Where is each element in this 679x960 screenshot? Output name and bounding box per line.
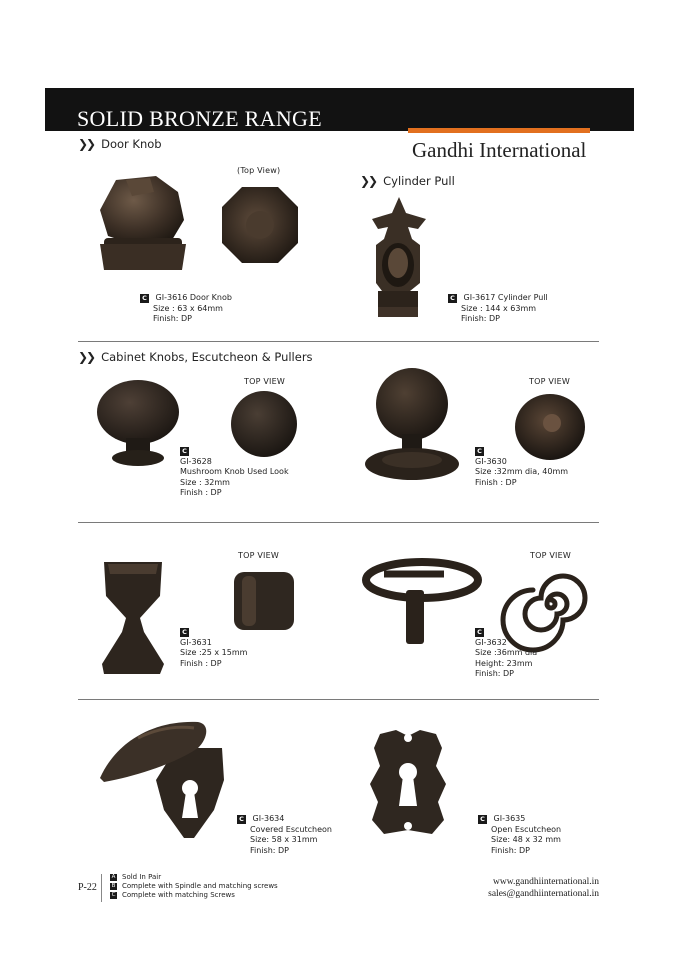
product-size: Size :25 x 15mm: [180, 648, 248, 657]
product-gi3631-info: [180, 627, 247, 669]
product-code: GI-3617 Cylinder Pull: [463, 293, 548, 302]
product-gi3634-info: [237, 814, 332, 856]
accent-bar: [408, 128, 590, 133]
footer-divider: [101, 874, 102, 902]
badge-c: C: [237, 815, 246, 824]
product-finish: Finish: DP: [461, 314, 500, 323]
product-finish: Finish: DP: [153, 314, 192, 323]
product-code: GI-3628: [180, 456, 212, 466]
section-cylinder-pull: [360, 174, 455, 188]
product-code: GI-3631: [180, 637, 212, 647]
chevron-icon: ❯❯: [78, 350, 95, 364]
product-size: Size :32mm dia, 40mm: [475, 467, 569, 476]
cylinder-pull-image: [368, 195, 430, 320]
product-height: Height: 23mm: [475, 658, 533, 668]
covered-escutcheon-image: [98, 718, 228, 842]
legend-key: B: [111, 882, 116, 889]
divider: [78, 522, 599, 523]
product-gi3616-info: [140, 293, 232, 325]
door-knob-side-image: [98, 174, 188, 276]
section-label: Cylinder Pull: [383, 174, 455, 188]
product-finish: Finish : DP: [180, 658, 222, 668]
product-code: GI-3616 Door Knob: [155, 293, 232, 302]
product-finish: Finish: DP: [491, 845, 530, 855]
t-bar-knob-side-image: [100, 560, 166, 675]
footer-legend: [110, 873, 278, 900]
top-view-label: TOP VIEW: [530, 551, 571, 560]
product-size: Size : 63 x 64mm: [153, 303, 223, 313]
product-gi3632-info: [475, 627, 537, 680]
product-size: Size: 48 x 32 mm: [491, 835, 561, 844]
product-code: GI-3635: [493, 814, 526, 823]
section-label: Cabinet Knobs, Escutcheon & Pullers: [101, 350, 313, 364]
product-size: Size: 58 x 31mm: [250, 835, 318, 844]
product-name: Open Escutcheon: [491, 824, 562, 834]
product-name: Mushroom Knob Used Look: [180, 467, 289, 476]
legend-item: [110, 873, 278, 882]
product-name: Covered Escutcheon: [250, 824, 332, 834]
top-view-label: TOP VIEW: [244, 377, 285, 386]
top-view-label: TOP VIEW: [238, 551, 279, 560]
legend-key: C: [111, 891, 116, 898]
badge-c: C: [180, 628, 189, 637]
legend-item: [110, 891, 278, 900]
page-title: SOLID BRONZE RANGE: [77, 106, 322, 131]
section-door-knob: [78, 137, 162, 151]
t-bar-knob-top-image: [232, 570, 296, 632]
badge-c: C: [478, 815, 487, 824]
mushroom-knob-side-image: [96, 380, 182, 468]
section-label: Door Knob: [101, 137, 162, 151]
footer-contact: [488, 876, 599, 900]
round-knob-side-image: [364, 368, 460, 484]
product-code: GI-3632: [475, 637, 507, 647]
product-finish: Finish : DP: [475, 477, 517, 487]
section-cabinet: [78, 350, 313, 364]
spiral-knob-side-image: [364, 560, 480, 646]
chevron-icon: ❯❯: [360, 174, 377, 188]
product-finish: Finish: DP: [475, 669, 514, 678]
brand-name: Gandhi International: [412, 138, 587, 162]
badge-c: C: [448, 294, 457, 303]
product-finish: Finish: DP: [250, 845, 289, 855]
door-knob-top-image: [220, 185, 300, 265]
product-code: GI-3630: [475, 456, 507, 466]
product-gi3628-info: [180, 446, 289, 499]
website-link[interactable]: www.gandhiinternational.in: [493, 877, 599, 887]
product-size: Size :36mm dia: [475, 648, 538, 657]
divider: [78, 341, 599, 342]
badge-c: C: [140, 294, 149, 303]
top-view-label: (Top View): [237, 166, 281, 175]
top-view-label: TOP VIEW: [529, 377, 570, 386]
divider: [78, 699, 599, 700]
product-gi3630-info: [475, 446, 568, 488]
product-size: Size : 32mm: [180, 477, 230, 487]
product-gi3635-info: [478, 814, 561, 856]
legend-text: Sold In Pair: [122, 873, 162, 881]
badge-c: C: [475, 628, 484, 637]
product-finish: Finish : DP: [180, 488, 222, 497]
legend-key: A: [111, 873, 116, 880]
open-escutcheon-image: [366, 726, 450, 840]
product-code: GI-3634: [252, 814, 285, 823]
legend-text: Complete with Spindle and matching screws: [122, 882, 278, 890]
chevron-icon: ❯❯: [78, 137, 95, 151]
product-size: Size : 144 x 63mm: [461, 303, 537, 313]
email-link[interactable]: sales@gandhiinternational.in: [488, 889, 599, 899]
legend-item: [110, 882, 278, 891]
product-gi3617-info: [448, 293, 548, 325]
badge-c: C: [475, 447, 484, 456]
page-number: P-22: [78, 882, 97, 893]
legend-text: Complete with matching Screws: [122, 891, 235, 899]
badge-c: C: [180, 447, 189, 456]
